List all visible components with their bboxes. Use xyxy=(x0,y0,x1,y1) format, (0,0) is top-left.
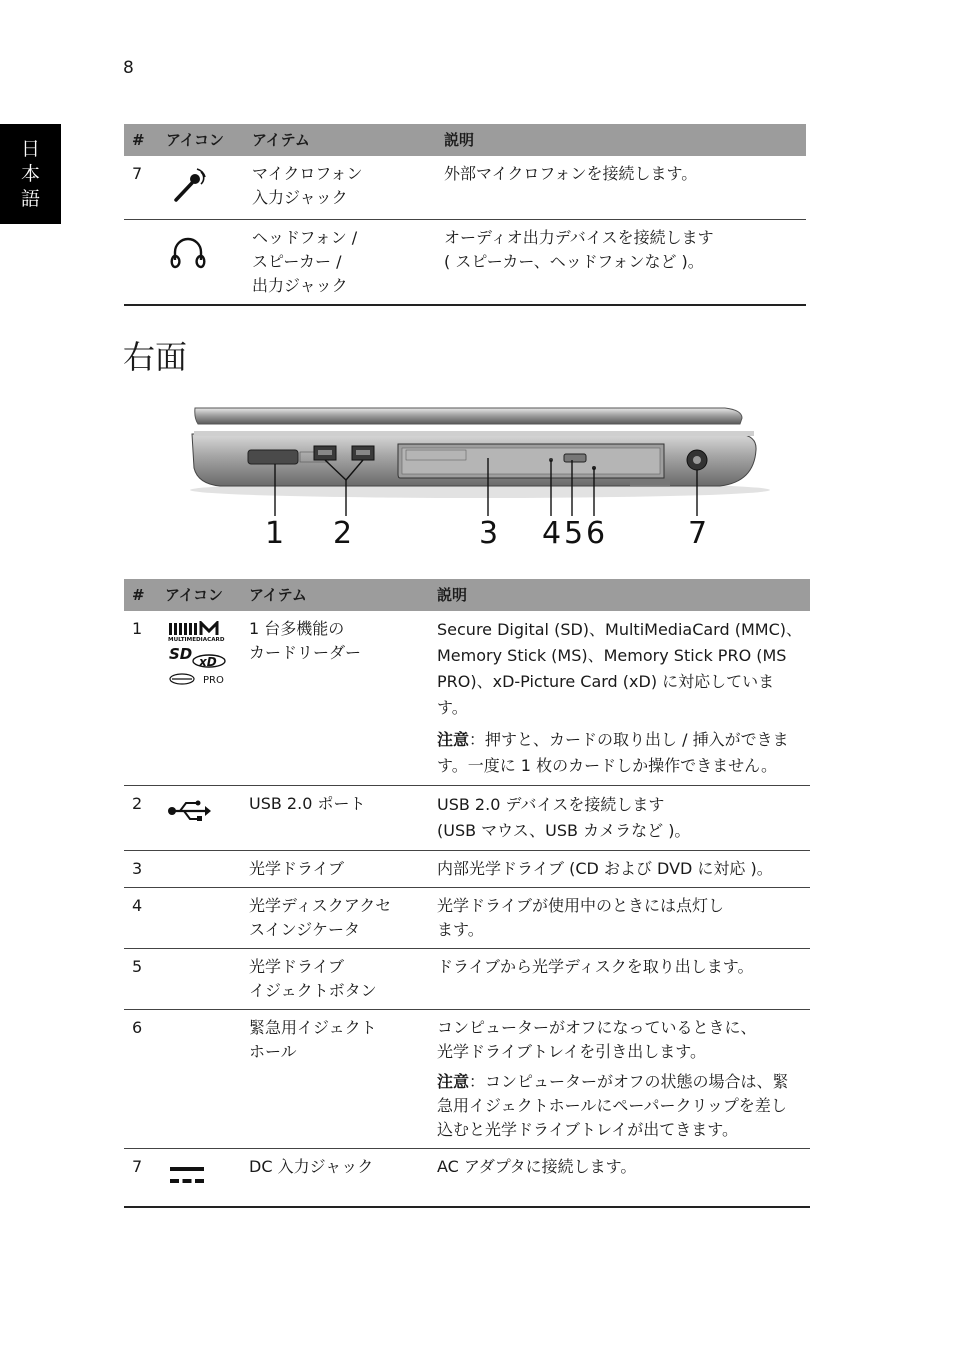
row-num: 2 xyxy=(124,786,157,851)
language-tab-char: 語 xyxy=(20,187,40,210)
language-tab-char: 本 xyxy=(20,162,40,185)
header-num: # xyxy=(124,579,157,611)
item-line: ヘッドフォン / xyxy=(252,228,358,247)
desc-line: 外部マイクロフォンを接続します。 xyxy=(444,164,698,183)
xd-logo-text: xD xyxy=(199,655,217,669)
table-row xyxy=(124,1010,810,1149)
row-icon-cell xyxy=(157,888,241,949)
callout-5: 5 xyxy=(564,516,584,551)
desc-line: 内部光学ドライブ (CD および DVD に対応 )。 xyxy=(437,859,773,878)
row-item xyxy=(244,220,436,306)
row-icon-cell xyxy=(157,949,241,1010)
mmc-logo-text: MULTIMEDIACARD xyxy=(168,637,225,643)
sd-xd-logo xyxy=(169,645,225,669)
header-icon: アイコン xyxy=(158,124,244,156)
row-desc xyxy=(436,156,806,220)
row-icon-cell xyxy=(158,220,244,306)
item-line: イジェクトボタン xyxy=(249,981,377,1000)
table-row xyxy=(124,888,810,949)
table-row xyxy=(124,786,810,851)
ports-table-right-side xyxy=(124,579,810,1208)
table-row xyxy=(124,220,806,306)
item-line: スインジケータ xyxy=(249,920,360,939)
sd-logo-text: SD xyxy=(169,645,193,663)
callout-2: 2 xyxy=(333,516,353,551)
row-icon-cell xyxy=(157,1149,241,1207)
usb-port-1-inner xyxy=(318,450,332,455)
callout-3: 3 xyxy=(479,516,499,551)
header-desc: 説明 xyxy=(429,579,810,611)
row-item xyxy=(241,786,429,851)
row-num: 7 xyxy=(124,156,158,220)
desc-text: Secure Digital (SD)、MultiMediaCard (MMC)、Memory Stick (MS)、Memory Stick PRO (MS PRO)、xD-Picture Card (xD) に対応しています。 xyxy=(437,620,802,717)
row-desc xyxy=(429,851,810,888)
header-item: アイテム xyxy=(241,579,429,611)
item-line: 光学ドライブ xyxy=(249,957,345,976)
card-reader-logos-icon xyxy=(167,621,229,687)
item-line: 出力ジャック xyxy=(252,276,348,295)
row-icon-cell xyxy=(158,156,244,220)
note-text: ：コンピューターがオフの状態の場合は、緊急用イジェクトホールにペーパークリップを差し込むと光学ドライブトレイが出てきます。 xyxy=(437,1072,789,1139)
desc-line: (USB マウス、USB カメラなど )。 xyxy=(437,821,691,840)
row-desc xyxy=(429,949,810,1010)
row-num: 6 xyxy=(124,1010,157,1149)
callout-1: 1 xyxy=(265,516,285,551)
table-row xyxy=(124,156,806,220)
row-item xyxy=(241,1149,429,1207)
row-icon-cell xyxy=(157,786,241,851)
dc-power-icon xyxy=(167,1161,207,1189)
usb-port-2-inner xyxy=(356,450,370,455)
desc-line: AC アダプタに接続します。 xyxy=(437,1157,637,1176)
ports-table-left-side xyxy=(124,124,806,306)
row-desc xyxy=(429,1149,810,1207)
item-line: 光学ディスクアクセ xyxy=(249,896,392,915)
language-tab-char: 日 xyxy=(20,137,40,160)
callout-7: 7 xyxy=(688,516,708,551)
desc-line: オーディオ出力デバイスを接続します xyxy=(444,228,714,247)
note-text: ：押すと、カードの取り出し / 挿入ができます。一度に 1 枚のカードしか操作できません。 xyxy=(437,730,789,775)
item-line: スピーカー / xyxy=(252,252,342,271)
laptop-lid xyxy=(195,408,742,424)
row-desc xyxy=(429,786,810,851)
desc-line: 光学ドライブトレイを引き出します。 xyxy=(437,1042,706,1061)
dc-jack-inner xyxy=(693,456,701,464)
card-reader-slot xyxy=(248,450,298,464)
row-icon-cell xyxy=(157,611,241,786)
mmc-logo xyxy=(168,623,225,643)
item-line: 1 台多機能の xyxy=(249,619,345,638)
note-label: 注意 xyxy=(437,1072,470,1091)
row-icon-cell xyxy=(157,851,241,888)
desc-line: ドライブから光学ディスクを取り出します。 xyxy=(437,957,754,976)
item-line: 入力ジャック xyxy=(252,188,348,207)
pro-logo-text: PRO xyxy=(203,675,224,686)
item-line: カードリーダー xyxy=(249,643,362,662)
row-num xyxy=(124,220,158,306)
row-item xyxy=(241,851,429,888)
row-desc xyxy=(429,611,810,786)
callout-6: 6 xyxy=(586,516,606,551)
item-line: DC 入力ジャック xyxy=(249,1157,374,1176)
table-header-row xyxy=(124,124,806,156)
language-tab xyxy=(0,124,61,224)
item-line: USB 2.0 ポート xyxy=(249,794,366,813)
row-item xyxy=(241,949,429,1010)
desc-line: USB 2.0 デバイスを接続します xyxy=(437,795,665,814)
item-line: 緊急用イジェクト xyxy=(249,1018,377,1037)
desc-line: 光学ドライブが使用中のときには点灯し xyxy=(437,896,725,915)
rear-foot xyxy=(630,480,670,486)
row-item xyxy=(241,611,429,786)
drive-eject-button xyxy=(564,454,586,462)
row-num: 7 xyxy=(124,1149,157,1207)
headphones-icon xyxy=(168,232,208,272)
row-num: 4 xyxy=(124,888,157,949)
item-line: 光学ドライブ xyxy=(249,859,345,878)
item-line: ホール xyxy=(249,1042,297,1061)
memory-stick-pro-logo xyxy=(170,674,224,686)
page-number: 8 xyxy=(123,58,134,78)
row-num: 1 xyxy=(124,611,157,786)
table-row xyxy=(124,949,810,1010)
table-row xyxy=(124,1149,810,1207)
header-item: アイテム xyxy=(244,124,436,156)
table-header-row xyxy=(124,579,810,611)
microphone-icon xyxy=(168,166,208,206)
base-top-edge xyxy=(194,431,754,436)
note-label: 注意 xyxy=(437,730,470,749)
usb-icon xyxy=(167,796,211,826)
note xyxy=(437,1070,802,1142)
row-desc xyxy=(429,1010,810,1149)
row-desc xyxy=(436,220,806,306)
desc-line: ます。 xyxy=(437,920,484,939)
header-desc: 説明 xyxy=(436,124,806,156)
callout-4: 4 xyxy=(542,516,562,551)
row-item xyxy=(244,156,436,220)
desc-line: ( スピーカー、ヘッドフォンなど )。 xyxy=(444,252,704,271)
item-line: マイクロフォン xyxy=(252,164,363,183)
row-item xyxy=(241,888,429,949)
note xyxy=(437,727,802,779)
table-row xyxy=(124,851,810,888)
header-icon: アイコン xyxy=(157,579,241,611)
header-num: # xyxy=(124,124,158,156)
optical-drive-face xyxy=(402,448,660,474)
laptop-right-side-figure xyxy=(180,398,770,558)
row-num: 5 xyxy=(124,949,157,1010)
desc-line: コンピューターがオフになっているときに、 xyxy=(437,1018,757,1037)
row-desc xyxy=(429,888,810,949)
row-item xyxy=(241,1010,429,1149)
section-title: 右面 xyxy=(123,338,188,376)
row-num: 3 xyxy=(124,851,157,888)
table-row xyxy=(124,611,810,786)
row-icon-cell xyxy=(157,1010,241,1149)
